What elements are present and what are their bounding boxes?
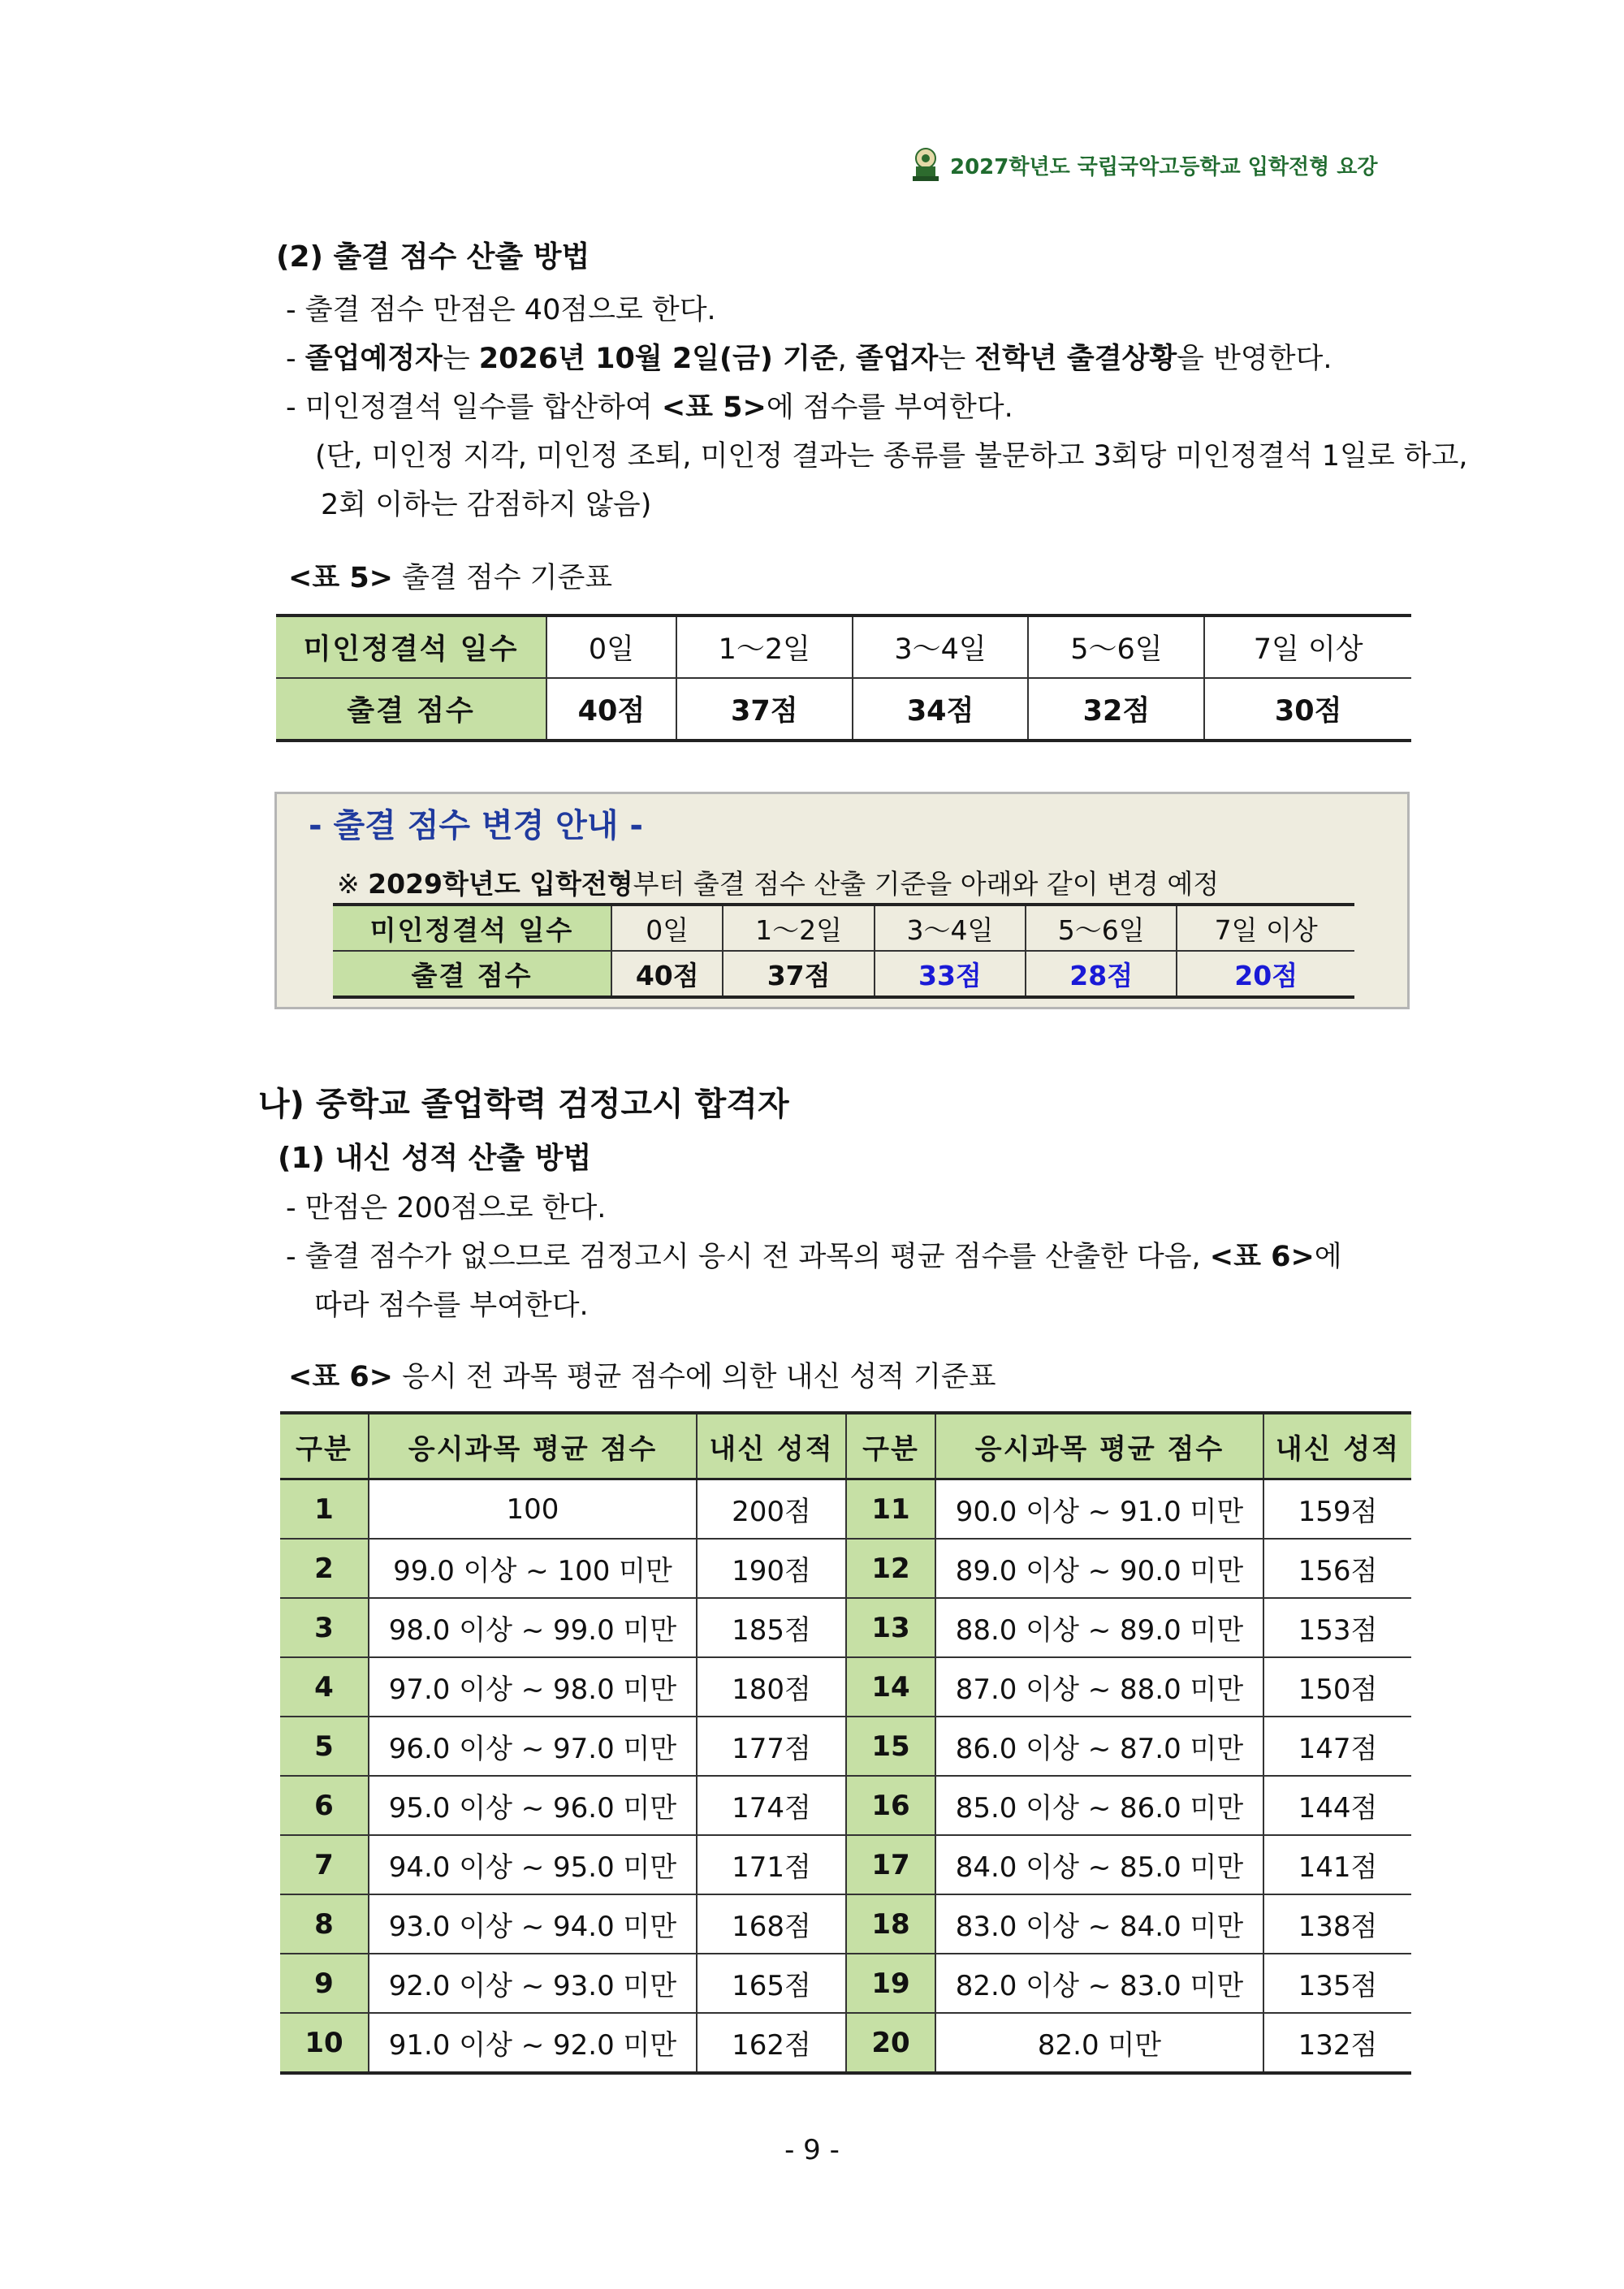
table-row xyxy=(280,1776,1411,1835)
bullet-line: - 미인정결석 일수를 합산하여 <표 5>에 점수를 부여한다. xyxy=(286,391,1013,424)
table-cell: 153점 xyxy=(1263,1598,1411,1657)
changed-score-cell: 20점 xyxy=(1177,951,1354,997)
table-cell: 86.0 이상 ~ 87.0 미만 xyxy=(935,1717,1263,1776)
notice-text: ※ 2029학년도 입학전형부터 출결 점수 산출 기준을 아래와 같이 변경 예정 xyxy=(337,868,1220,900)
table-cell: 83.0 이상 ~ 84.0 미만 xyxy=(935,1894,1263,1954)
row-number-cell: 1 xyxy=(280,1479,369,1540)
table-cell: 85.0 이상 ~ 86.0 미만 xyxy=(935,1776,1263,1835)
table-cell: 37점 xyxy=(676,678,853,741)
changed-score-cell: 33점 xyxy=(875,951,1026,997)
bullet-line: - 만점은 200점으로 한다. xyxy=(286,1192,607,1224)
table-cell: 96.0 이상 ~ 97.0 미만 xyxy=(369,1717,697,1776)
table-cell: 99.0 이상 ~ 100 미만 xyxy=(369,1539,697,1598)
row-header: 미인정결석 일수 xyxy=(333,905,611,951)
table-cell: 97.0 이상 ~ 98.0 미만 xyxy=(369,1657,697,1717)
table-cell: 89.0 이상 ~ 90.0 미만 xyxy=(935,1539,1263,1598)
table-cell: 95.0 이상 ~ 96.0 미만 xyxy=(369,1776,697,1835)
table-cell: 190점 xyxy=(697,1539,846,1598)
table-cell: 185점 xyxy=(697,1598,846,1657)
table-cell: 98.0 이상 ~ 99.0 미만 xyxy=(369,1598,697,1657)
table-caption: <표 5> 출결 점수 기준표 xyxy=(288,562,613,594)
table-cell: 132점 xyxy=(1263,2013,1411,2073)
table-cell: 92.0 이상 ~ 93.0 미만 xyxy=(369,1954,697,2013)
row-number-cell: 3 xyxy=(280,1598,369,1657)
table-cell: 82.0 이상 ~ 83.0 미만 xyxy=(935,1954,1263,2013)
table-cell: 1～2일 xyxy=(723,905,874,951)
bullet-line: - 졸업예정자는 2026년 10월 2일(금) 기준, 졸업자는 전학년 출결상황을 반영한다. xyxy=(286,343,1332,375)
table-header-row xyxy=(280,1413,1411,1479)
row-number-cell: 14 xyxy=(846,1657,935,1717)
note-line: (단, 미인정 지각, 미인정 조퇴, 미인정 결과는 종류를 불문하고 3회당 미인정결석 1일로 하고, xyxy=(315,440,1468,473)
table-cell: 177점 xyxy=(697,1717,846,1776)
attendance-score-table xyxy=(276,614,1411,742)
table-cell: 159점 xyxy=(1263,1479,1411,1540)
table-cell: 91.0 이상 ~ 92.0 미만 xyxy=(369,2013,697,2073)
table-cell: 144점 xyxy=(1263,1776,1411,1835)
table-cell: 1～2일 xyxy=(676,615,853,678)
table-cell: 147점 xyxy=(1263,1717,1411,1776)
table-row xyxy=(280,1954,1411,2013)
school-emblem-icon xyxy=(909,147,942,183)
notice-title: - 출결 점수 변경 안내 - xyxy=(309,807,643,844)
table-cell: 94.0 이상 ~ 95.0 미만 xyxy=(369,1835,697,1894)
table-cell: 82.0 미만 xyxy=(935,2013,1263,2073)
table-cell: 32점 xyxy=(1028,678,1204,741)
table-cell: 135점 xyxy=(1263,1954,1411,2013)
table-cell: 0일 xyxy=(546,615,676,678)
column-header: 내신 성적 xyxy=(1263,1413,1411,1479)
table-cell: 171점 xyxy=(697,1835,846,1894)
row-number-cell: 19 xyxy=(846,1954,935,2013)
table-cell: 138점 xyxy=(1263,1894,1411,1954)
table-cell: 150점 xyxy=(1263,1657,1411,1717)
row-number-cell: 4 xyxy=(280,1657,369,1717)
row-header: 출결 점수 xyxy=(333,951,611,997)
row-number-cell: 12 xyxy=(846,1539,935,1598)
table-cell: 174점 xyxy=(697,1776,846,1835)
table-cell: 7일 이상 xyxy=(1204,615,1411,678)
table-caption: <표 6> 응시 전 과목 평균 점수에 의한 내신 성적 기준표 xyxy=(288,1361,996,1393)
table-cell: 84.0 이상 ~ 85.0 미만 xyxy=(935,1835,1263,1894)
table-cell: 30점 xyxy=(1204,678,1411,741)
row-number-cell: 20 xyxy=(846,2013,935,2073)
column-header: 응시과목 평균 점수 xyxy=(369,1413,697,1479)
row-number-cell: 15 xyxy=(846,1717,935,1776)
row-header: 출결 점수 xyxy=(276,678,546,741)
page-number: - 9 - xyxy=(784,2134,840,2166)
bullet-line: - 출결 점수가 없으므로 검정고시 응시 전 과목의 평균 점수를 산출한 다음, <표 6>에 xyxy=(286,1241,1342,1273)
table-row xyxy=(333,905,1354,951)
column-header: 내신 성적 xyxy=(697,1413,846,1479)
table-cell: 34점 xyxy=(853,678,1029,741)
table-row xyxy=(280,1598,1411,1657)
running-header xyxy=(909,145,1378,185)
column-header: 구분 xyxy=(846,1413,935,1479)
section-heading: (2) 출결 점수 산출 방법 xyxy=(276,240,590,274)
row-number-cell: 11 xyxy=(846,1479,935,1540)
bullet-line-continued: 따라 점수를 부여한다. xyxy=(314,1289,589,1322)
table-cell: 0일 xyxy=(611,905,723,951)
table-row xyxy=(280,1717,1411,1776)
table-cell: 100 xyxy=(369,1479,697,1540)
table-cell: 7일 이상 xyxy=(1177,905,1354,951)
row-number-cell: 5 xyxy=(280,1717,369,1776)
table-cell: 5～6일 xyxy=(1026,905,1177,951)
table-cell: 40점 xyxy=(546,678,676,741)
ged-grade-table xyxy=(280,1411,1411,2075)
table-cell: 156점 xyxy=(1263,1539,1411,1598)
row-number-cell: 10 xyxy=(280,2013,369,2073)
future-attendance-score-table xyxy=(333,903,1354,999)
header-title: 2027학년도 국립국악고등학교 입학전형 요강 xyxy=(950,154,1378,179)
table-row xyxy=(280,1539,1411,1598)
row-number-cell: 8 xyxy=(280,1894,369,1954)
table-row xyxy=(280,1657,1411,1717)
subsection-heading: (1) 내신 성적 산출 방법 xyxy=(278,1142,592,1175)
table-cell: 40점 xyxy=(611,951,723,997)
table-cell: 3～4일 xyxy=(875,905,1026,951)
table-cell: 87.0 이상 ~ 88.0 미만 xyxy=(935,1657,1263,1717)
table-cell: 200점 xyxy=(697,1479,846,1540)
bullet-line: - 출결 점수 만점은 40점으로 한다. xyxy=(286,294,716,326)
row-number-cell: 16 xyxy=(846,1776,935,1835)
row-number-cell: 17 xyxy=(846,1835,935,1894)
row-header: 미인정결석 일수 xyxy=(276,615,546,678)
table-row xyxy=(280,1479,1411,1540)
table-row xyxy=(280,2013,1411,2073)
table-cell: 3～4일 xyxy=(853,615,1029,678)
section-heading: 나) 중학교 졸업학력 검정고시 합격자 xyxy=(258,1086,789,1123)
row-number-cell: 13 xyxy=(846,1598,935,1657)
table-row xyxy=(280,1835,1411,1894)
table-row xyxy=(276,615,1411,678)
table-cell: 141점 xyxy=(1263,1835,1411,1894)
table-cell: 165점 xyxy=(697,1954,846,2013)
table-cell: 88.0 이상 ~ 89.0 미만 xyxy=(935,1598,1263,1657)
table-cell: 37점 xyxy=(723,951,874,997)
table-cell: 93.0 이상 ~ 94.0 미만 xyxy=(369,1894,697,1954)
table-cell: 180점 xyxy=(697,1657,846,1717)
table-cell: 90.0 이상 ~ 91.0 미만 xyxy=(935,1479,1263,1540)
column-header: 응시과목 평균 점수 xyxy=(935,1413,1263,1479)
table-cell: 5～6일 xyxy=(1028,615,1204,678)
row-number-cell: 2 xyxy=(280,1539,369,1598)
table-row xyxy=(276,678,1411,741)
table-cell: 168점 xyxy=(697,1894,846,1954)
column-header: 구분 xyxy=(280,1413,369,1479)
table-row xyxy=(280,1894,1411,1954)
row-number-cell: 6 xyxy=(280,1776,369,1835)
note-line: 2회 이하는 감점하지 않음) xyxy=(321,489,652,521)
table-cell: 162점 xyxy=(697,2013,846,2073)
row-number-cell: 18 xyxy=(846,1894,935,1954)
changed-score-cell: 28점 xyxy=(1026,951,1177,997)
row-number-cell: 7 xyxy=(280,1835,369,1894)
table-row xyxy=(333,951,1354,997)
row-number-cell: 9 xyxy=(280,1954,369,2013)
